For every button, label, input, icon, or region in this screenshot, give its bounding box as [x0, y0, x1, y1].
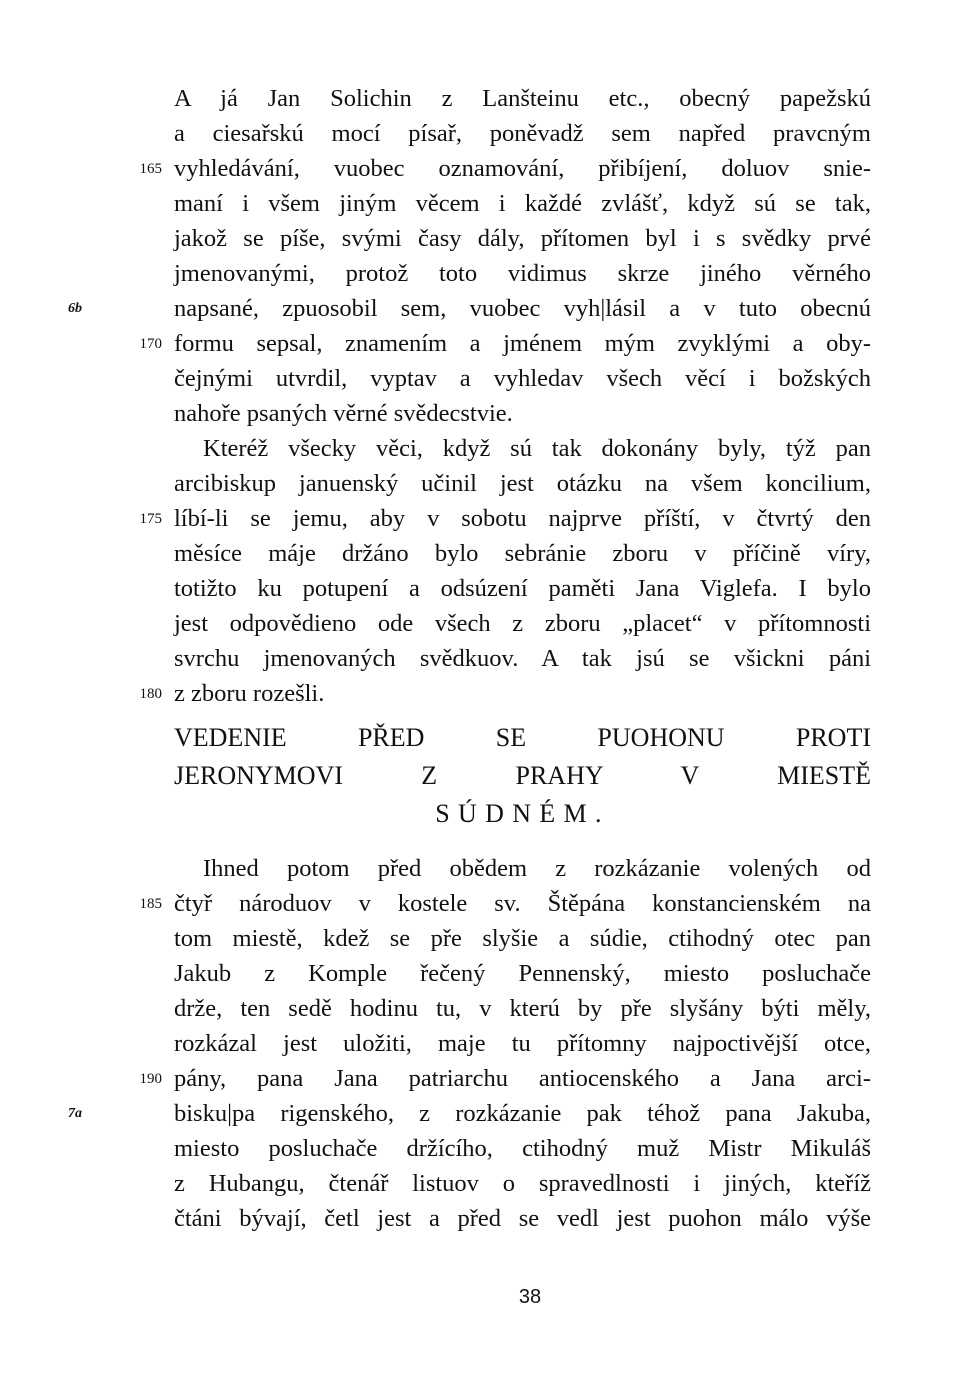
text-line: drže, ten sedě hodinu tu, v kterú by pře slyšány býti měly,	[174, 995, 871, 1022]
section-heading-line: JERONYMOVI Z PRAHY V MIESTĚ	[174, 761, 871, 790]
folio-mark: 6b	[68, 301, 82, 316]
text-line: z Hubangu, čtenář listuov o spravedlnosti i jiných, kteříž	[174, 1170, 871, 1197]
line-number: 185	[139, 896, 162, 912]
text-line: jmenovanými, protož toto vidimus skrze jiného věrného	[174, 260, 871, 287]
text-line: nahoře psaných věrné svědecstvie.	[174, 400, 513, 427]
section-heading-line: SÚDNÉM.	[435, 799, 610, 828]
text-line: jest odpovědieno ode všech z zboru „placet“ v přítomnosti	[174, 610, 871, 637]
text-line: tom miestě, kdež se pře slyšie a súdie, ctihodný otec pan	[174, 925, 871, 952]
text-line: rozkázal jest uložiti, maje tu přítomny najpoctivější otce,	[174, 1030, 871, 1057]
text-line: pány, pana Jana patriarchu antiocenského a Jana arci-	[174, 1065, 871, 1092]
line-number: 190	[139, 1071, 162, 1087]
line-number: 175	[139, 511, 162, 527]
page-number: 38	[518, 1286, 542, 1308]
text-line: A já Jan Solichin z Lanšteinu etc., obecný papežskú	[174, 85, 871, 112]
text-line: Kteréž všecky věci, když sú tak dokonány byly, týž pan	[203, 435, 871, 462]
section-heading-line: VEDENIE PŘED SE PUOHONU PROTI	[174, 723, 871, 752]
text-line: arcibiskup januenský učinil jest otázku na všem koncilium,	[174, 470, 871, 497]
text-line: čtáni bývají, četl jest a před se vedl jest puohon málo výše	[174, 1205, 871, 1232]
line-number: 165	[139, 161, 162, 177]
text-line: z zboru rozešli.	[174, 680, 325, 707]
text-line: Jakub z Komple řečený Pennenský, miesto posluchače	[174, 960, 871, 987]
text-line: maní i všem jiným věcem i každé zvlášť, když sú se tak,	[174, 190, 871, 217]
text-line: totižto ku potupení a odsúzení paměti Jana Viglefa. I bylo	[174, 575, 871, 602]
text-line: formu sepsal, znamením a jménem mým zvyklými a oby-	[174, 330, 871, 357]
line-number: 180	[139, 686, 162, 702]
text-line: čejnými utvrdil, vyptav a vyhledav všech věcí i božských	[174, 365, 871, 392]
text-line: měsíce máje držáno bylo sebránie zboru v příčině víry,	[174, 540, 871, 567]
text-line: bisku|pa rigenského, z rozkázanie pak téhož pana Jakuba,	[174, 1100, 871, 1127]
line-number: 170	[139, 336, 162, 352]
text-line: vyhledávání, vuobec oznamování, přibíjení, doluov snie-	[174, 155, 871, 182]
text-line: Ihned potom před obědem z rozkázanie volených od	[203, 855, 871, 882]
text-line: jakož se píše, svými časy dály, přítomen byl i s svědky prvé	[174, 225, 871, 252]
text-line: líbí-li se jemu, aby v sobotu najprve příští, v čtvrtý den	[174, 505, 871, 532]
text-line: čtyř národuov v kostele sv. Štěpána konstancienském na	[174, 890, 871, 917]
text-line: miesto posluchače držícího, ctihodný muž Mistr Mikuláš	[174, 1135, 871, 1162]
text-line: napsané, zpuosobil sem, vuobec vyh|lásil a v tuto obecnú	[174, 295, 871, 322]
text-line: svrchu jmenovaných svědkuov. A tak jsú se všickni páni	[174, 645, 871, 672]
text-line: a ciesařskú mocí písař, poněvadž sem napřed pravcným	[174, 120, 871, 147]
folio-mark: 7a	[68, 1106, 82, 1121]
